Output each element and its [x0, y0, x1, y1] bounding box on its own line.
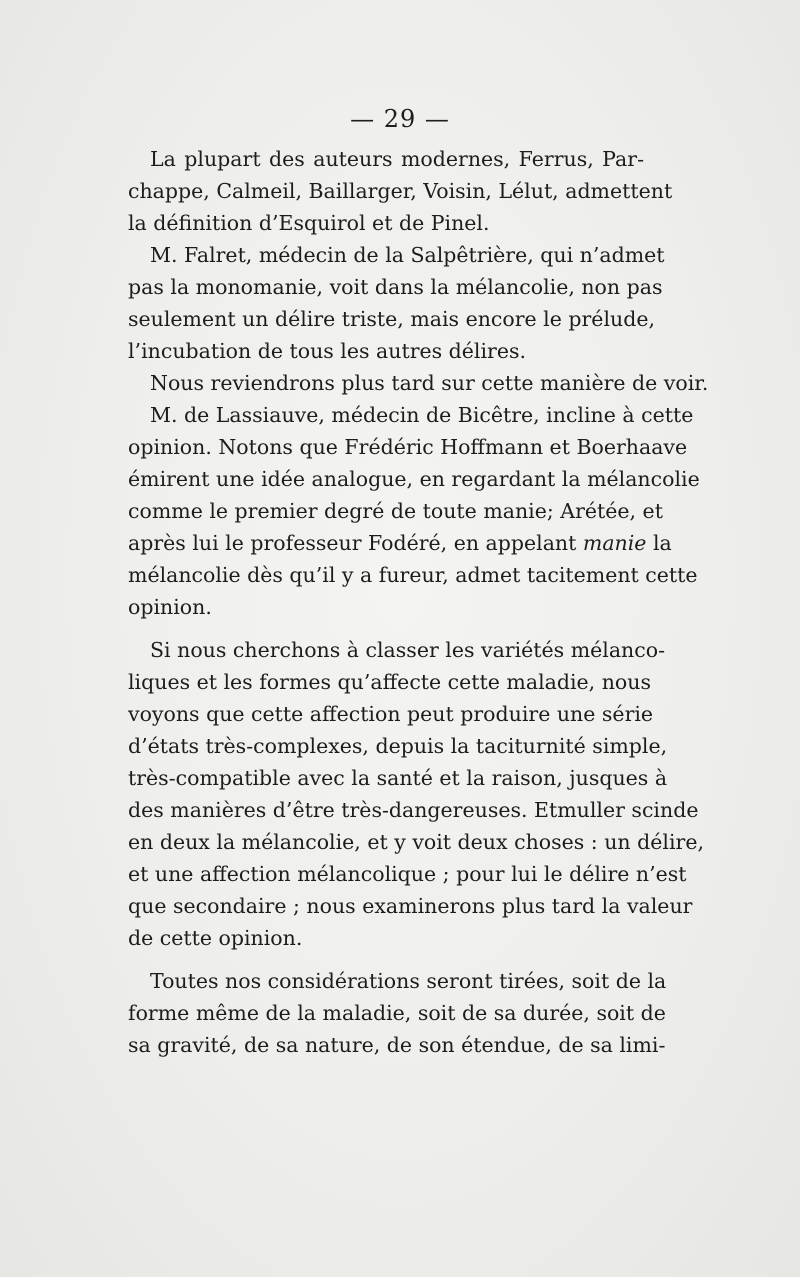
text-line: M. de Lassiauve, médecin de Bicêtre, incline à cette — [150, 403, 694, 427]
body-text — [128, 143, 709, 1061]
text-line: pas la monomanie, voit dans la mélancolie, non pas — [128, 275, 663, 299]
text-line: forme même de la maladie, soit de sa durée, soit de — [128, 1001, 666, 1025]
paragraph — [128, 143, 673, 239]
text-line: opinion. — [128, 595, 212, 619]
text-line: l’incubation de tous les autres délires. — [128, 339, 526, 363]
text-line: émirent une idée analogue, en regardant la mélancolie — [128, 467, 700, 491]
text-line: liques et les formes qu’affecte cette maladie, nous — [128, 670, 651, 694]
italic-word: manie — [582, 531, 647, 555]
text-line-with-italic — [128, 527, 672, 559]
text-line: la définition d’Esquirol et de Pinel. — [128, 211, 490, 235]
text-line: opinion. Notons que Frédéric Hoffmann et Boerhaave — [128, 435, 688, 459]
text-line: en deux la mélancolie, et y voit deux choses : un délire, — [128, 830, 704, 854]
text-line: seulement un délire triste, mais encore le prélude, — [128, 307, 655, 331]
text-line: La plupart des auteurs modernes, Ferrus, Par- — [150, 147, 644, 171]
text-line: et une affection mélancolique ; pour lui le délire n’est — [128, 862, 687, 886]
text-segment: la — [652, 531, 672, 555]
paragraph — [128, 367, 709, 399]
paragraph — [128, 634, 704, 954]
text-line: très-compatible avec la santé et la raison, jusques à — [128, 766, 668, 790]
text-line: Toutes nos considérations seront tirées, soit de la — [150, 969, 667, 993]
text-line: de cette opinion. — [128, 926, 303, 950]
text-line: que secondaire ; nous examinerons plus tard la valeur — [128, 894, 693, 918]
text-line: chappe, Calmeil, Baillarger, Voisin, Lélut, admettent — [128, 179, 673, 203]
text-line: d’états très-complexes, depuis la taciturnité simple, — [128, 734, 668, 758]
paragraph — [128, 965, 667, 1061]
text-line: Nous reviendrons plus tard sur cette manière de voir. — [150, 371, 709, 395]
text-segment: après lui le professeur Fodéré, en appelant — [128, 531, 577, 555]
paragraph — [128, 399, 700, 623]
text-line: mélancolie dès qu’il y a fureur, admet tacitement cette — [128, 563, 698, 587]
text-line: M. Falret, médecin de la Salpêtrière, qui n’admet — [150, 243, 665, 267]
text-line: des manières d’être très-dangereuses. Etmuller scinde — [128, 798, 699, 822]
paragraph — [128, 239, 665, 367]
text-line: sa gravité, de sa nature, de son étendue, de sa limi- — [128, 1033, 666, 1057]
text-line: comme le premier degré de toute manie; Arétée, et — [128, 499, 663, 523]
text-line: voyons que cette affection peut produire une série — [128, 702, 654, 726]
text-line: Si nous cherchons à classer les variétés mélanco- — [150, 638, 665, 662]
page-number: — 29 — — [350, 105, 450, 133]
